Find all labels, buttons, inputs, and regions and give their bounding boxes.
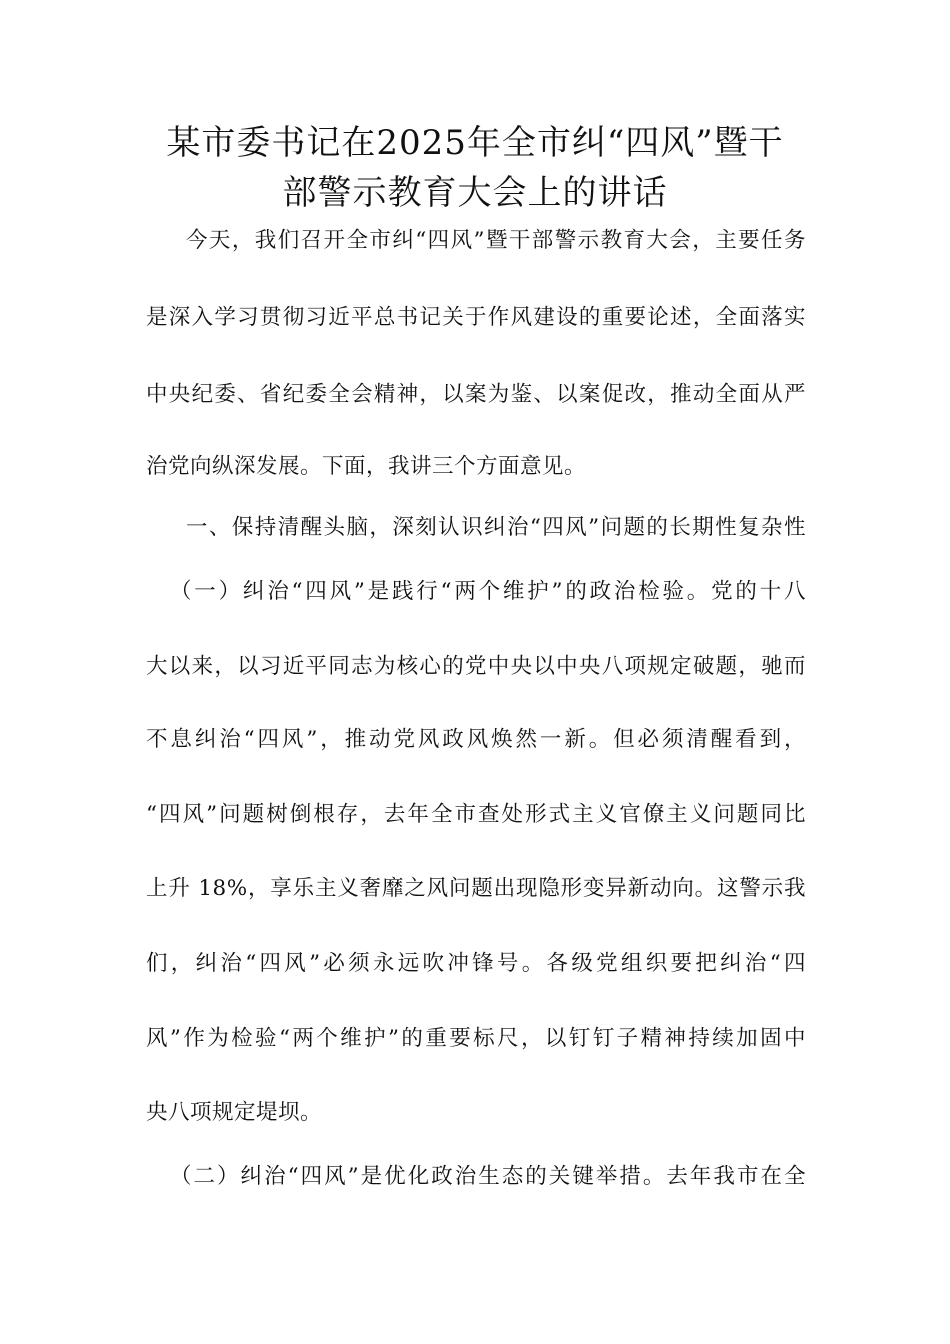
paragraph-line: 们，纠治“四风”必须永远吹冲锋号。各级党组织要把纠治“四 (146, 951, 806, 976)
subsection-line: （二）纠治“四风”是优化政治生态的关键举措。去年我市在全 (170, 1164, 806, 1189)
title-line-1: 某市委书记在2025年全市纠“四风”暨干 (166, 123, 784, 163)
paragraph-line: 大以来，以习近平同志为核心的党中央以中央八项规定破题，驰而 (146, 654, 806, 679)
paragraph-line: 治党向纵深发展。下面，我讲三个方面意见。 (146, 454, 587, 479)
paragraph-line: “四风”问题树倒根存，去年全市查处形式主义官僚主义问题同比 (146, 802, 806, 827)
paragraph-line: 今天，我们召开全市纠“四风”暨干部警示教育大会，主要任务 (186, 228, 806, 253)
paragraph-line: 中央纪委、省纪委全会精神，以案为鉴、以案促改，推动全面从严 (146, 382, 806, 407)
title-line-2: 部警示教育大会上的讲话 (282, 173, 668, 213)
paragraph-line: 央八项规定堤坝。 (146, 1100, 323, 1125)
subsection-line: （一）纠治“四风”是践行“两个维护”的政治检验。党的十八 (170, 579, 806, 604)
section-heading: 一、保持清醒头脑，深刻认识纠治“四风”问题的长期性复杂性 (186, 515, 806, 540)
paragraph-line: 是深入学习贯彻习近平总书记关于作风建设的重要论述，全面落实 (146, 305, 806, 330)
paragraph-line: 上升 18%，享乐主义奢靡之风问题出现隐形变异新动向。这警示我 (146, 876, 806, 901)
paragraph-line: 风”作为检验“两个维护”的重要标尺，以钉钉子精神持续加固中 (146, 1026, 806, 1051)
paragraph-line: 不息纠治“四风”，推动党风政风焕然一新。但必须清醒看到， (146, 727, 806, 752)
